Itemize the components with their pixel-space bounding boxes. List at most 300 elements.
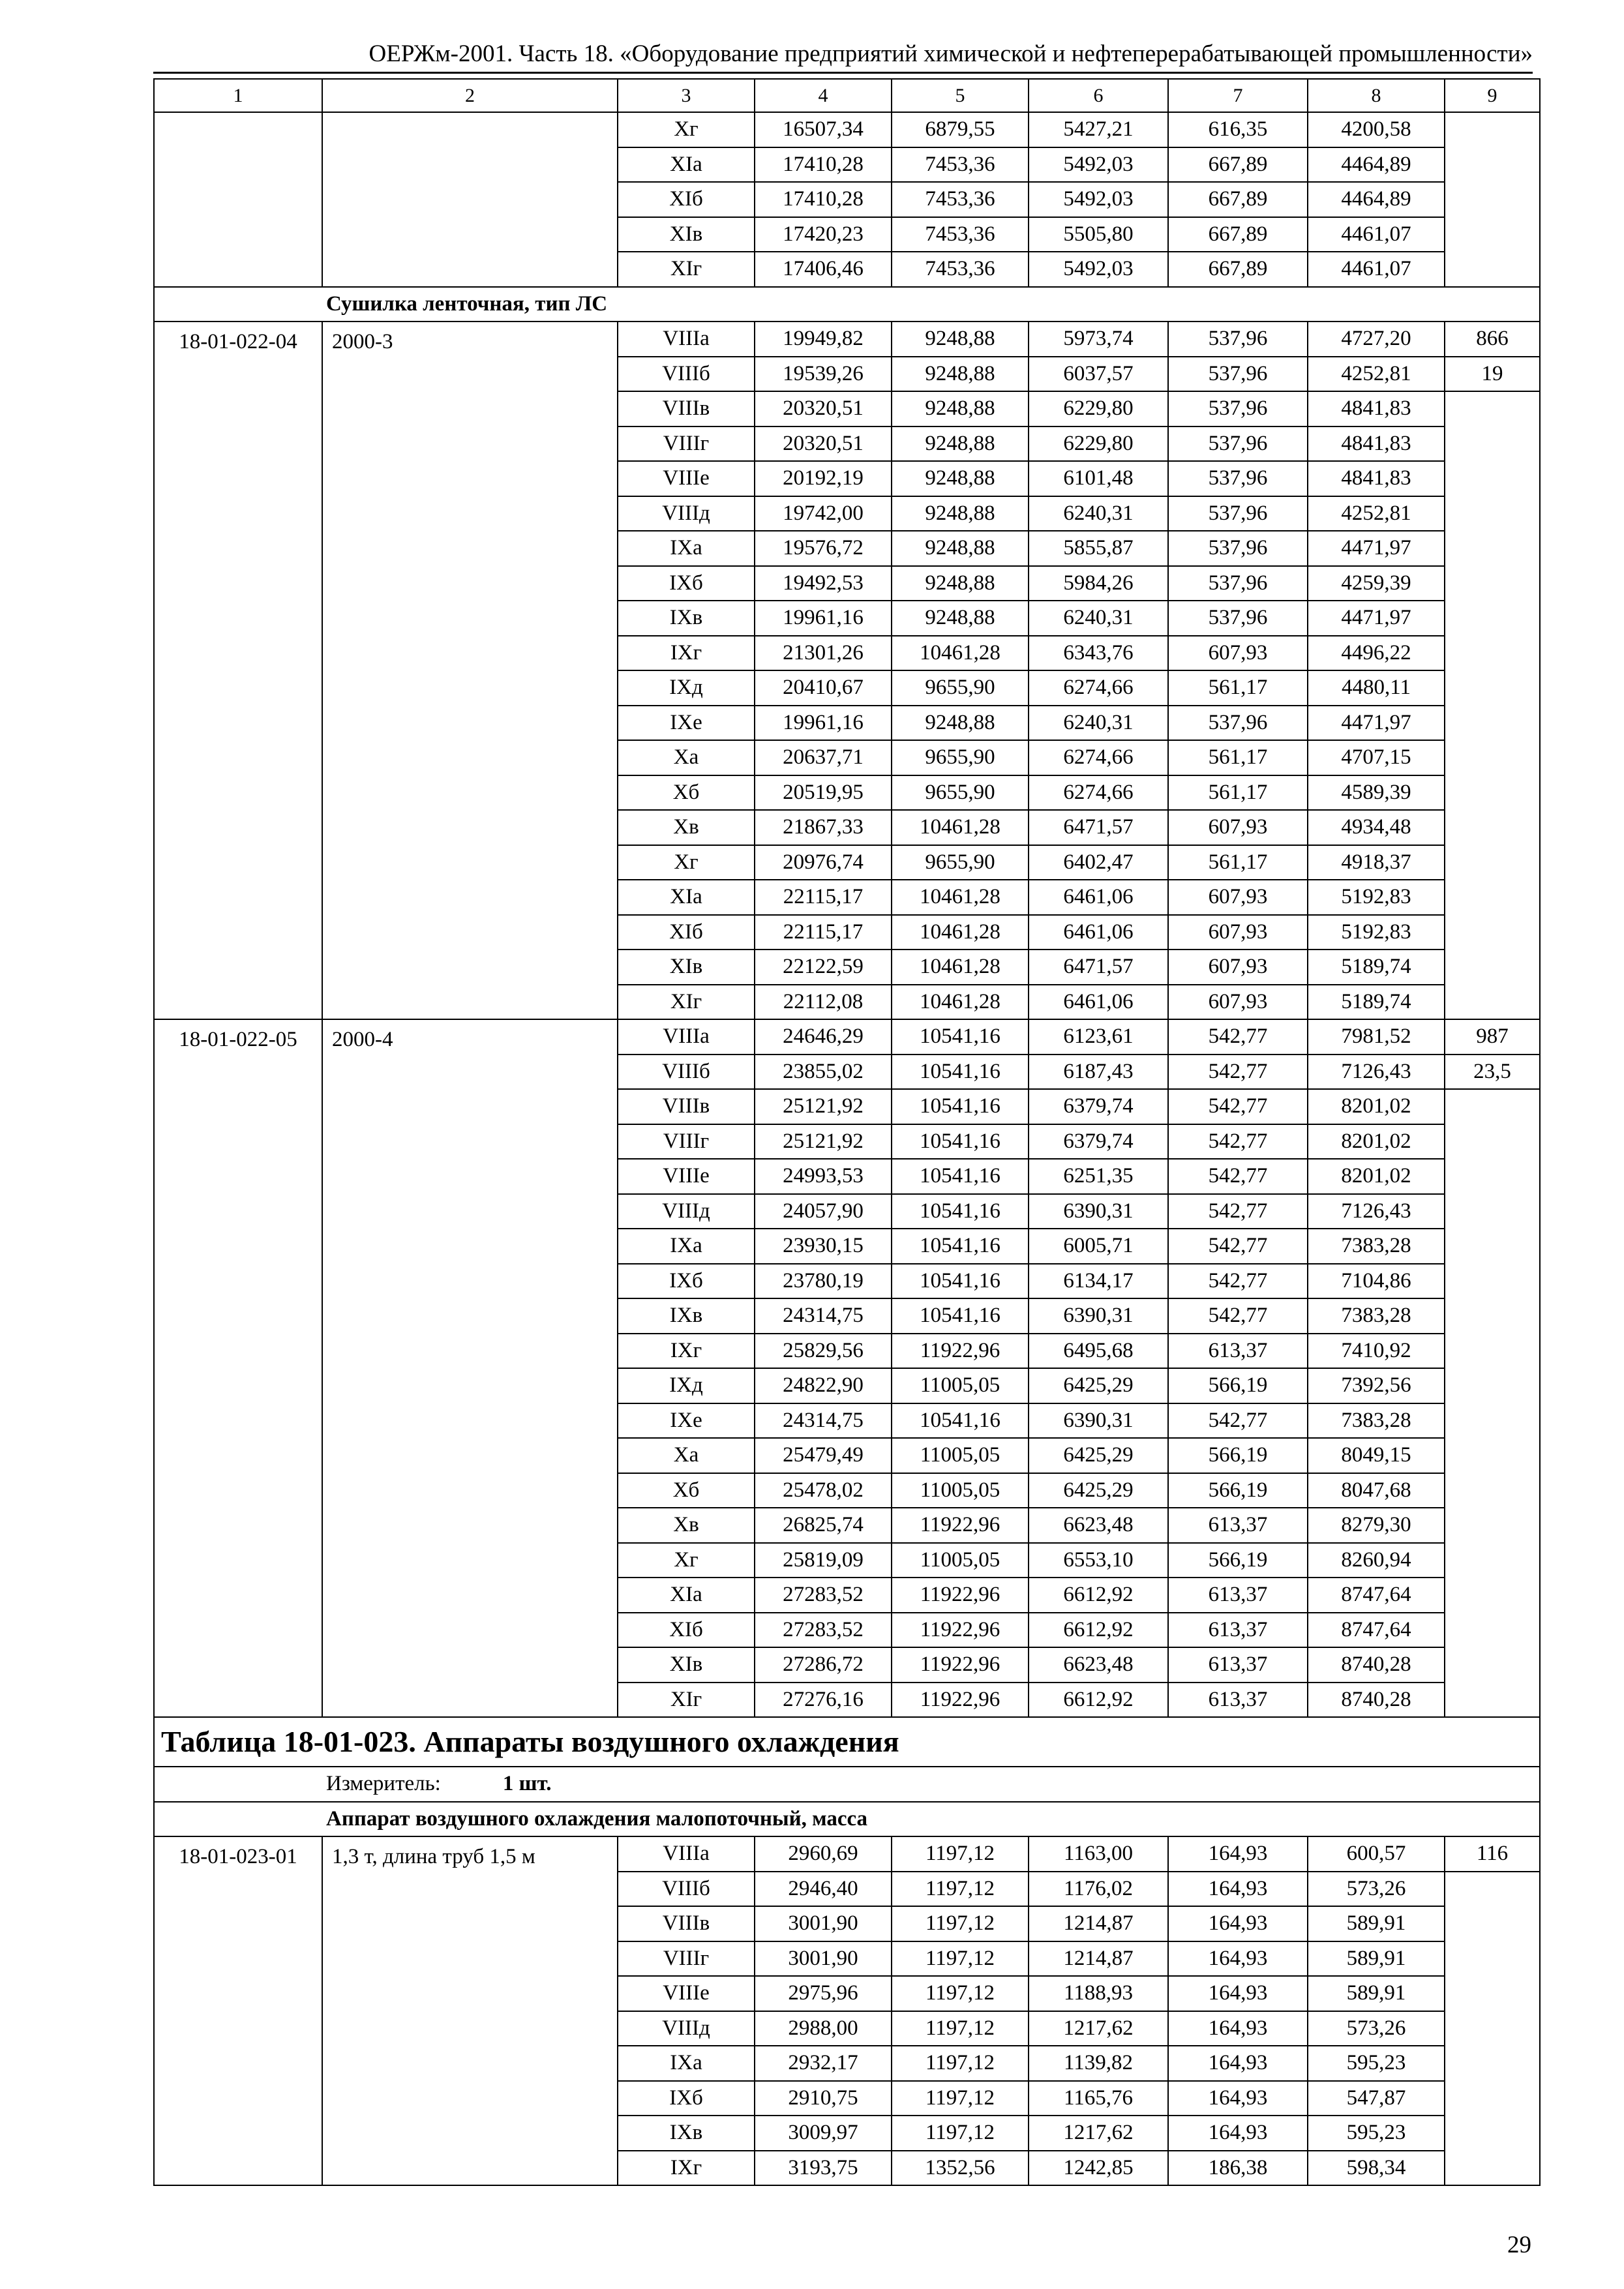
- value-cell: 164,93: [1168, 1941, 1308, 1977]
- value-cell: 566,19: [1168, 1543, 1308, 1578]
- zone-cell: XIа: [618, 880, 755, 915]
- zone-cell: Xб: [618, 1473, 755, 1508]
- value-cell: 1197,12: [892, 1906, 1029, 1941]
- value-cell: 561,17: [1168, 740, 1308, 775]
- value-cell: 566,19: [1168, 1473, 1308, 1508]
- value-cell: 8279,30: [1308, 1508, 1445, 1543]
- value-cell: 9248,88: [892, 461, 1029, 496]
- zone-cell: IXв: [618, 1298, 755, 1334]
- value-cell: 25819,09: [755, 1543, 892, 1578]
- zone-cell: VIIIб: [618, 357, 755, 392]
- value-cell: 20320,51: [755, 426, 892, 462]
- value-cell: 537,96: [1168, 706, 1308, 741]
- value-cell: 1197,12: [892, 2081, 1029, 2116]
- value-cell: 20320,51: [755, 391, 892, 426]
- zone-cell: VIIIв: [618, 391, 755, 426]
- value-cell: 6229,80: [1029, 426, 1168, 462]
- value-cell: 6425,29: [1029, 1368, 1168, 1403]
- value-cell: 542,77: [1168, 1124, 1308, 1159]
- value-cell: 7410,92: [1308, 1334, 1445, 1369]
- zone-cell: Xб: [618, 775, 755, 811]
- value-cell: 20637,71: [755, 740, 892, 775]
- zone-cell: XIв: [618, 950, 755, 985]
- value-cell: 25479,49: [755, 1438, 892, 1473]
- value-cell: 2975,96: [755, 1976, 892, 2011]
- value-cell: 7981,52: [1308, 1019, 1445, 1055]
- value-cell: 561,17: [1168, 670, 1308, 706]
- value-cell: 164,93: [1168, 2011, 1308, 2046]
- value-cell: 537,96: [1168, 496, 1308, 531]
- column-number: 2: [322, 79, 618, 112]
- value-cell: 607,93: [1168, 985, 1308, 1020]
- zone-cell: IXа: [618, 1229, 755, 1264]
- zone-cell: XIг: [618, 1683, 755, 1718]
- value-cell: 607,93: [1168, 950, 1308, 985]
- column-number: 3: [618, 79, 755, 112]
- zone-cell: Xа: [618, 1438, 755, 1473]
- zone-cell: VIIIд: [618, 496, 755, 531]
- value-cell: 561,17: [1168, 845, 1308, 880]
- value-cell: 9248,88: [892, 322, 1029, 357]
- table-body: [154, 79, 1540, 2185]
- value-cell: 1242,85: [1029, 2151, 1168, 2186]
- item-code: 18-01-022-05: [154, 1019, 322, 1717]
- zone-cell: VIIIг: [618, 1941, 755, 1977]
- value-cell: 8047,68: [1308, 1473, 1445, 1508]
- table-row: [154, 1019, 1540, 1055]
- value-cell: 9655,90: [892, 740, 1029, 775]
- zone-cell: IXб: [618, 2081, 755, 2116]
- value-cell: 19949,82: [755, 322, 892, 357]
- value-cell: 613,37: [1168, 1578, 1308, 1613]
- value-cell: 6379,74: [1029, 1124, 1168, 1159]
- value-cell: 1188,93: [1029, 1976, 1168, 2011]
- value-cell: 2932,17: [755, 2046, 892, 2081]
- value-cell: 542,77: [1168, 1019, 1308, 1055]
- value-cell: 24314,75: [755, 1298, 892, 1334]
- value-cell: 6495,68: [1029, 1334, 1168, 1369]
- value-cell: 11005,05: [892, 1473, 1029, 1508]
- item-name-text: 1,3 т, длина труб 1,5 м: [332, 1845, 535, 1868]
- value-cell: 10541,16: [892, 1403, 1029, 1439]
- zone-cell: XIв: [618, 1647, 755, 1683]
- value-cell: 573,26: [1308, 2011, 1445, 2046]
- value-cell: 547,87: [1308, 2081, 1445, 2116]
- value-cell: 21867,33: [755, 810, 892, 845]
- value-cell: 7383,28: [1308, 1403, 1445, 1439]
- value-cell: 1214,87: [1029, 1906, 1168, 1941]
- column-numbers-row: [154, 79, 1540, 112]
- value-cell: 4480,11: [1308, 670, 1445, 706]
- value-cell: 8740,28: [1308, 1647, 1445, 1683]
- value-cell: 3193,75: [755, 2151, 892, 2186]
- value-cell: 542,77: [1168, 1089, 1308, 1124]
- value-cell: 17410,28: [755, 182, 892, 217]
- value-cell: 4471,97: [1308, 531, 1445, 566]
- column-number: 9: [1445, 79, 1540, 112]
- value-cell: 6240,31: [1029, 601, 1168, 636]
- value-cell: 20519,95: [755, 775, 892, 811]
- value-cell: 1163,00: [1029, 1836, 1168, 1872]
- zone-cell: XIб: [618, 915, 755, 950]
- value-cell: 1197,12: [892, 1872, 1029, 1907]
- column-number: 1: [154, 79, 322, 112]
- value-cell: 9655,90: [892, 775, 1029, 811]
- zone-cell: IXв: [618, 601, 755, 636]
- value-cell: 8201,02: [1308, 1159, 1445, 1194]
- zone-cell: Xа: [618, 740, 755, 775]
- value-cell: 22115,17: [755, 880, 892, 915]
- page-number: 29: [1507, 2232, 1531, 2258]
- value-cell: 4252,81: [1308, 357, 1445, 392]
- item-code: 18-01-023-01: [154, 1836, 322, 2185]
- value-cell: 6101,48: [1029, 461, 1168, 496]
- measure-cell: [154, 1767, 1540, 1802]
- resource-cell: [1445, 391, 1540, 1019]
- value-cell: 6461,06: [1029, 915, 1168, 950]
- value-cell: 24993,53: [755, 1159, 892, 1194]
- value-cell: 164,93: [1168, 2081, 1308, 2116]
- value-cell: 7453,36: [892, 147, 1029, 183]
- value-cell: 7126,43: [1308, 1194, 1445, 1229]
- value-cell: 20192,19: [755, 461, 892, 496]
- value-cell: 22122,59: [755, 950, 892, 985]
- value-cell: 11922,96: [892, 1683, 1029, 1718]
- value-cell: 5427,21: [1029, 112, 1168, 147]
- value-cell: 6471,57: [1029, 810, 1168, 845]
- zone-cell: Xг: [618, 1543, 755, 1578]
- value-cell: 4200,58: [1308, 112, 1445, 147]
- value-cell: 542,77: [1168, 1264, 1308, 1299]
- item-name-text: 2000-3: [332, 330, 393, 353]
- value-cell: 595,23: [1308, 2046, 1445, 2081]
- value-cell: 4918,37: [1308, 845, 1445, 880]
- value-cell: 1197,12: [892, 2116, 1029, 2151]
- value-cell: 9248,88: [892, 601, 1029, 636]
- value-cell: 8201,02: [1308, 1089, 1445, 1124]
- column-number: 6: [1029, 79, 1168, 112]
- zone-cell: VIIIе: [618, 1976, 755, 2011]
- value-cell: 6425,29: [1029, 1438, 1168, 1473]
- value-cell: 9248,88: [892, 496, 1029, 531]
- value-cell: 23855,02: [755, 1055, 892, 1090]
- zone-cell: XIа: [618, 147, 755, 183]
- value-cell: 4259,39: [1308, 566, 1445, 601]
- value-cell: 7453,36: [892, 217, 1029, 252]
- value-cell: 4589,39: [1308, 775, 1445, 811]
- value-cell: 186,38: [1168, 2151, 1308, 2186]
- value-cell: 10461,28: [892, 950, 1029, 985]
- zone-cell: VIIIе: [618, 461, 755, 496]
- value-cell: 6240,31: [1029, 496, 1168, 531]
- section-title: Аппарат воздушного охлаждения малопоточный, масса: [154, 1802, 1540, 1837]
- value-cell: 7104,86: [1308, 1264, 1445, 1299]
- value-cell: 598,34: [1308, 2151, 1445, 2186]
- value-cell: 4464,89: [1308, 182, 1445, 217]
- value-cell: 11005,05: [892, 1543, 1029, 1578]
- zone-cell: XIа: [618, 1578, 755, 1613]
- item-name: [322, 322, 618, 1019]
- value-cell: 616,35: [1168, 112, 1308, 147]
- price-table: [153, 78, 1541, 2186]
- value-cell: 8201,02: [1308, 1124, 1445, 1159]
- column-number: 8: [1308, 79, 1445, 112]
- column-number: 4: [755, 79, 892, 112]
- value-cell: 20976,74: [755, 845, 892, 880]
- value-cell: 11922,96: [892, 1613, 1029, 1648]
- value-cell: 4471,97: [1308, 706, 1445, 741]
- value-cell: 4841,83: [1308, 426, 1445, 462]
- value-cell: 566,19: [1168, 1438, 1308, 1473]
- zone-cell: VIIIд: [618, 1194, 755, 1229]
- value-cell: 6274,66: [1029, 775, 1168, 811]
- value-cell: 600,57: [1308, 1836, 1445, 1872]
- value-cell: 9655,90: [892, 670, 1029, 706]
- value-cell: 6612,92: [1029, 1683, 1168, 1718]
- value-cell: 667,89: [1168, 182, 1308, 217]
- value-cell: 1352,56: [892, 2151, 1029, 2186]
- value-cell: 595,23: [1308, 2116, 1445, 2151]
- zone-cell: XIв: [618, 217, 755, 252]
- value-cell: 3001,90: [755, 1941, 892, 1977]
- zone-cell: IXб: [618, 1264, 755, 1299]
- value-cell: 164,93: [1168, 1872, 1308, 1907]
- value-cell: 589,91: [1308, 1906, 1445, 1941]
- value-cell: 10541,16: [892, 1159, 1029, 1194]
- value-cell: 6461,06: [1029, 985, 1168, 1020]
- value-cell: 11922,96: [892, 1578, 1029, 1613]
- value-cell: 164,93: [1168, 2116, 1308, 2151]
- value-cell: 27283,52: [755, 1578, 892, 1613]
- value-cell: 542,77: [1168, 1194, 1308, 1229]
- zone-cell: VIIIб: [618, 1055, 755, 1090]
- value-cell: 10461,28: [892, 810, 1029, 845]
- value-cell: 613,37: [1168, 1647, 1308, 1683]
- value-cell: 2988,00: [755, 2011, 892, 2046]
- value-cell: 6879,55: [892, 112, 1029, 147]
- value-cell: 19492,53: [755, 566, 892, 601]
- value-cell: 4707,15: [1308, 740, 1445, 775]
- resource-cell: 987: [1445, 1019, 1540, 1055]
- value-cell: 8747,64: [1308, 1613, 1445, 1648]
- value-cell: 1197,12: [892, 1941, 1029, 1977]
- value-cell: 613,37: [1168, 1334, 1308, 1369]
- value-cell: 8740,28: [1308, 1683, 1445, 1718]
- value-cell: 6623,48: [1029, 1508, 1168, 1543]
- zone-cell: VIIIв: [618, 1906, 755, 1941]
- value-cell: 6390,31: [1029, 1298, 1168, 1334]
- value-cell: 26825,74: [755, 1508, 892, 1543]
- resource-cell: [1445, 112, 1540, 287]
- zone-cell: XIб: [618, 1613, 755, 1648]
- value-cell: 5855,87: [1029, 531, 1168, 566]
- value-cell: 6471,57: [1029, 950, 1168, 985]
- value-cell: 17410,28: [755, 147, 892, 183]
- value-cell: 5984,26: [1029, 566, 1168, 601]
- value-cell: 589,91: [1308, 1941, 1445, 1977]
- value-cell: 19961,16: [755, 706, 892, 741]
- value-cell: 613,37: [1168, 1508, 1308, 1543]
- value-cell: 10461,28: [892, 985, 1029, 1020]
- value-cell: 5189,74: [1308, 985, 1445, 1020]
- value-cell: 9655,90: [892, 845, 1029, 880]
- measure-row: [154, 1767, 1540, 1802]
- value-cell: 1217,62: [1029, 2011, 1168, 2046]
- item-name: [322, 1836, 618, 2185]
- measure-label: Измеритель:: [326, 1772, 441, 1796]
- zone-cell: VIIIе: [618, 1159, 755, 1194]
- zone-cell: Xг: [618, 112, 755, 147]
- value-cell: 6390,31: [1029, 1403, 1168, 1439]
- value-cell: 10541,16: [892, 1194, 1029, 1229]
- value-cell: 6274,66: [1029, 670, 1168, 706]
- value-cell: 607,93: [1168, 915, 1308, 950]
- zone-cell: IXд: [618, 670, 755, 706]
- table-title: Таблица 18-01-023. Аппараты воздушного охлаждения: [154, 1717, 1540, 1767]
- value-cell: 6553,10: [1029, 1543, 1168, 1578]
- value-cell: 566,19: [1168, 1368, 1308, 1403]
- value-cell: 4252,81: [1308, 496, 1445, 531]
- item-name: [322, 1019, 618, 1717]
- value-cell: 537,96: [1168, 461, 1308, 496]
- zone-cell: IXг: [618, 1334, 755, 1369]
- header-rule: [153, 72, 1533, 74]
- value-cell: 17406,46: [755, 252, 892, 287]
- value-cell: 542,77: [1168, 1403, 1308, 1439]
- value-cell: 667,89: [1168, 217, 1308, 252]
- value-cell: 6343,76: [1029, 636, 1168, 671]
- value-cell: 25121,92: [755, 1124, 892, 1159]
- value-cell: 27286,72: [755, 1647, 892, 1683]
- value-cell: 542,77: [1168, 1229, 1308, 1264]
- value-cell: 537,96: [1168, 426, 1308, 462]
- value-cell: 537,96: [1168, 531, 1308, 566]
- value-cell: 25829,56: [755, 1334, 892, 1369]
- value-cell: 24057,90: [755, 1194, 892, 1229]
- value-cell: 10461,28: [892, 880, 1029, 915]
- value-cell: 6612,92: [1029, 1578, 1168, 1613]
- value-cell: 1165,76: [1029, 2081, 1168, 2116]
- zone-cell: XIг: [618, 985, 755, 1020]
- zone-cell: IXг: [618, 2151, 755, 2186]
- zone-cell: VIIIа: [618, 1019, 755, 1055]
- value-cell: 164,93: [1168, 1906, 1308, 1941]
- value-cell: 6134,17: [1029, 1264, 1168, 1299]
- value-cell: 613,37: [1168, 1613, 1308, 1648]
- value-cell: 10461,28: [892, 915, 1029, 950]
- item-name-text: 2000-4: [332, 1028, 393, 1051]
- value-cell: 7453,36: [892, 182, 1029, 217]
- value-cell: 589,91: [1308, 1976, 1445, 2011]
- value-cell: 2960,69: [755, 1836, 892, 1872]
- value-cell: 3009,97: [755, 2116, 892, 2151]
- value-cell: 561,17: [1168, 775, 1308, 811]
- table-row: [154, 1836, 1540, 1872]
- value-cell: 16507,34: [755, 112, 892, 147]
- zone-cell: VIIIг: [618, 426, 755, 462]
- value-cell: 25121,92: [755, 1089, 892, 1124]
- value-cell: 11005,05: [892, 1438, 1029, 1473]
- value-cell: 542,77: [1168, 1055, 1308, 1090]
- value-cell: 11922,96: [892, 1508, 1029, 1543]
- value-cell: 17420,23: [755, 217, 892, 252]
- value-cell: 1217,62: [1029, 2116, 1168, 2151]
- value-cell: 10541,16: [892, 1019, 1029, 1055]
- zone-cell: IXв: [618, 2116, 755, 2151]
- value-cell: 1197,12: [892, 1836, 1029, 1872]
- value-cell: 542,77: [1168, 1298, 1308, 1334]
- value-cell: 6240,31: [1029, 706, 1168, 741]
- value-cell: 27276,16: [755, 1683, 892, 1718]
- value-cell: 4841,83: [1308, 461, 1445, 496]
- value-cell: 5492,03: [1029, 182, 1168, 217]
- value-cell: 7126,43: [1308, 1055, 1445, 1090]
- value-cell: 1176,02: [1029, 1872, 1168, 1907]
- value-cell: 10541,16: [892, 1298, 1029, 1334]
- table-row: [154, 112, 1540, 147]
- value-cell: 607,93: [1168, 636, 1308, 671]
- value-cell: 537,96: [1168, 357, 1308, 392]
- value-cell: 6251,35: [1029, 1159, 1168, 1194]
- zone-cell: XIг: [618, 252, 755, 287]
- resource-cell: [1445, 1089, 1540, 1717]
- value-cell: 10541,16: [892, 1264, 1029, 1299]
- value-cell: 5492,03: [1029, 147, 1168, 183]
- value-cell: 537,96: [1168, 601, 1308, 636]
- zone-cell: IXг: [618, 636, 755, 671]
- value-cell: 667,89: [1168, 252, 1308, 287]
- value-cell: 19742,00: [755, 496, 892, 531]
- value-cell: 1214,87: [1029, 1941, 1168, 1977]
- value-cell: 7383,28: [1308, 1298, 1445, 1334]
- value-cell: 4727,20: [1308, 322, 1445, 357]
- value-cell: 537,96: [1168, 566, 1308, 601]
- zone-cell: Xв: [618, 1508, 755, 1543]
- value-cell: 164,93: [1168, 2046, 1308, 2081]
- item-code: 18-01-022-04: [154, 322, 322, 1019]
- value-cell: 11922,96: [892, 1647, 1029, 1683]
- value-cell: 9248,88: [892, 706, 1029, 741]
- value-cell: 4461,07: [1308, 252, 1445, 287]
- value-cell: 27283,52: [755, 1613, 892, 1648]
- value-cell: 3001,90: [755, 1906, 892, 1941]
- value-cell: 537,96: [1168, 322, 1308, 357]
- value-cell: 19961,16: [755, 601, 892, 636]
- value-cell: 7392,56: [1308, 1368, 1445, 1403]
- value-cell: 9248,88: [892, 566, 1029, 601]
- value-cell: 1197,12: [892, 1976, 1029, 2011]
- value-cell: 6123,61: [1029, 1019, 1168, 1055]
- zone-cell: XIб: [618, 182, 755, 217]
- value-cell: 7383,28: [1308, 1229, 1445, 1264]
- value-cell: 25478,02: [755, 1473, 892, 1508]
- value-cell: 6274,66: [1029, 740, 1168, 775]
- value-cell: 2946,40: [755, 1872, 892, 1907]
- value-cell: 23780,19: [755, 1264, 892, 1299]
- value-cell: 6037,57: [1029, 357, 1168, 392]
- value-cell: 667,89: [1168, 147, 1308, 183]
- value-cell: 11005,05: [892, 1368, 1029, 1403]
- value-cell: 4934,48: [1308, 810, 1445, 845]
- value-cell: 10461,28: [892, 636, 1029, 671]
- value-cell: 5505,80: [1029, 217, 1168, 252]
- value-cell: 21301,26: [755, 636, 892, 671]
- value-cell: 4471,97: [1308, 601, 1445, 636]
- value-cell: 24646,29: [755, 1019, 892, 1055]
- value-cell: 537,96: [1168, 391, 1308, 426]
- measure-value: 1 шт.: [502, 1772, 552, 1796]
- value-cell: 613,37: [1168, 1683, 1308, 1718]
